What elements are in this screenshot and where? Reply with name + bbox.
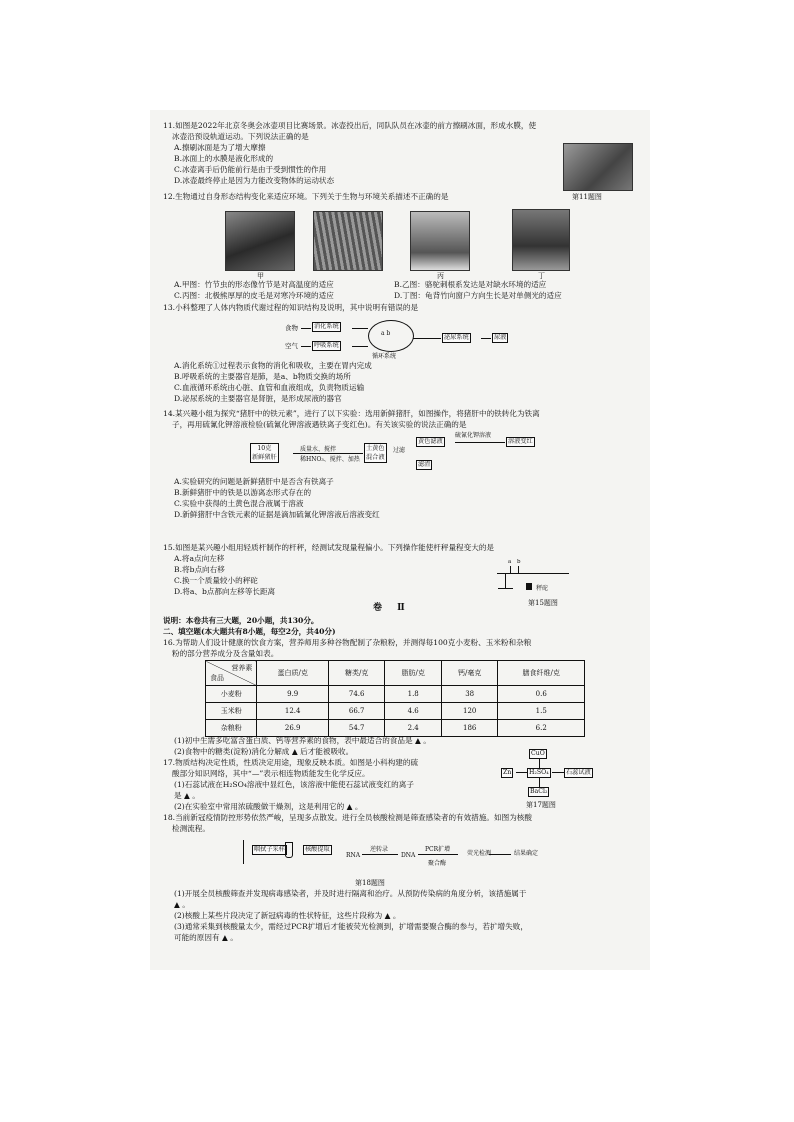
table-cell: 2.4 — [385, 720, 442, 737]
q16-stem-line2: 粉的部分营养成分及含量如表。 — [172, 649, 279, 658]
table-cell: 杂粮粉 — [206, 720, 257, 737]
table-cell: 4.6 — [385, 703, 442, 720]
photo-label-jia: 甲 — [257, 272, 264, 280]
point-b-label: b — [517, 559, 521, 565]
weight-label: 秤砣 — [536, 585, 549, 592]
reagent-label2: 稀HNO₃、搅拌、加热 — [300, 456, 360, 463]
q18-sub3-line2: 可能的原因有 ▲ 。 — [174, 933, 238, 942]
respiratory-system-box: 呼吸系统 — [314, 342, 339, 349]
q14-stem-line1: 14.某兴趣小组为探究“猪肝中的铁元素”，进行了以下实验：选用新鲜猪肝，如图操作，将猪肝中的铁转化为铁离 — [163, 409, 540, 418]
table-row — [206, 703, 585, 720]
q15-stem: 15.如图是某兴趣小组用轻质杆制作的杆秤，经测试发现量程偏小。下列操作能使杆秤量程变大的是 — [163, 543, 495, 552]
mixture-line2: 混合液 — [366, 454, 385, 461]
cycle-inner-label: a b — [381, 330, 391, 337]
urinary-system-box: 泌尿系统 — [444, 334, 469, 341]
arrow-air — [301, 346, 311, 347]
q18-sub3-line1: (3)通常采集到核酸量太少，需经过PCR扩增后才能被荧光检测到，扩增需要聚合酶的参与，若扩增失败， — [174, 922, 528, 931]
q17-sub2: (2)在实验室中常用浓硫酸做干燥剂，这是利用它的 ▲ 。 — [174, 802, 363, 811]
steelyard-hanger-b — [518, 566, 519, 573]
header-carbs: 糖类/克 — [328, 661, 385, 686]
residue-box: 滤渣 — [418, 461, 431, 468]
q11-option-c: C.冰壶离手后仍能前行是由于受到惯性的作用 — [174, 165, 327, 174]
q13-option-a: A.消化系统①过程表示食物的消化和吸收，主要在胃内完成 — [174, 361, 372, 370]
kscn-label: 硫氰化钾溶液 — [455, 432, 492, 439]
q18-figure-caption: 第18题图 — [355, 879, 385, 887]
q12-option-a: A.甲图：竹节虫的形态像竹节是对高温度的适应 — [174, 280, 334, 289]
steelyard-pan — [498, 588, 513, 589]
arrow-rna-dna — [362, 854, 398, 855]
table-cell: 0.6 — [498, 686, 585, 703]
arrow-urinary-urine — [481, 338, 491, 339]
arrow-circulation-urinary — [413, 338, 441, 339]
swab-stick — [243, 840, 244, 864]
q18-sub2: (2)核酸上某些片段决定了新冠病毒的性状特征，这些片段称为 ▲ 。 — [174, 911, 401, 920]
extraction-box: 核酸提取 — [305, 846, 330, 853]
reverse-transcription-label: 逆转录 — [370, 846, 389, 853]
result-label: 结果确定 — [514, 850, 539, 857]
header-protein: 蛋白质/克 — [257, 661, 329, 686]
link-zn-h2so4 — [516, 772, 527, 773]
arrow-food — [301, 328, 311, 329]
link-h2so4-bacl2 — [539, 778, 540, 787]
table-header-row — [206, 661, 585, 686]
table-cell: 186 — [441, 720, 498, 737]
table-cell: 玉米粉 — [206, 703, 257, 720]
q11-option-d: D.冰壶最终停止是因为力能改变物体的运动状态 — [174, 176, 335, 185]
q15-option-a: A.将a点向左移 — [174, 554, 225, 563]
turtle-back-bamboo-photo — [512, 209, 570, 271]
table-cell: 74.6 — [328, 686, 385, 703]
h2so4-box: H₂SO₄ — [529, 769, 549, 776]
table-cell: 120 — [441, 703, 498, 720]
solution-red-box: 溶液变红 — [508, 438, 533, 445]
q12-option-d: D.丁图：龟背竹向窗户方向生长是对单侧光的适应 — [394, 291, 562, 300]
q17-sub1-line2: 是 ▲ 。 — [174, 791, 200, 800]
q18-stem-line2: 检测流程。 — [172, 824, 210, 833]
q13-stem: 13.小科整理了人体内物质代谢过程的知识结构及说明，其中说明有错误的是 — [163, 303, 419, 312]
q12-option-c: C.丙图：北极熊厚厚的皮毛是对寒冷环境的适应 — [174, 291, 334, 300]
point-a-label: a — [508, 559, 512, 565]
rna-label: RNA — [346, 852, 361, 859]
steelyard-hanger-a — [510, 566, 511, 573]
q14-stem-line2: 子，再用硫氰化钾溶液检验(硫氰化钾溶液遇铁离子变红色)。有关该实验的说法正确的是 — [172, 420, 467, 429]
q11-figure-caption: 第11题图 — [572, 193, 602, 201]
filter-label: 过滤 — [393, 447, 406, 454]
q14-option-b: B.新鲜猪肝中的铁是以游离态形式存在的 — [174, 488, 312, 497]
link-h2so4-litmus — [552, 772, 564, 773]
diagram-food-label: 食物 — [285, 324, 298, 332]
diagram-air-label: 空气 — [285, 342, 298, 350]
q18-sub1-line1: (1)开展全员核酸筛查并发现病毒感染者，并及时进行隔离和治疗。从预防传染病的角度分析，该措施属于 — [174, 889, 527, 898]
volume-two-note: 说明：本卷共有三大题，20小题，共130分。 — [163, 616, 319, 625]
photo-label-bing: 丙 — [437, 272, 444, 280]
q14-option-a: A.实验研究的问题是新鲜猪肝中是否含有铁离子 — [174, 477, 334, 486]
q16-stem-line1: 16.为帮助人们设计健康的饮食方案，营养师用多种谷物配制了杂粮粉，并测得每100克小麦粉、玉米粉和杂粮 — [163, 638, 532, 647]
q13-option-d: D.泌尿系统的主要器官是肾脏，是形成尿液的器官 — [174, 394, 342, 403]
filtrate-box: 黄色滤液 — [418, 438, 443, 445]
q17-sub1-line1: (1)石蕊试液在H₂SO₄溶液中显红色，该溶液中能使石蕊试液变红的离子 — [174, 780, 414, 789]
sample-line1: 10克 — [257, 445, 272, 452]
mixture-line1: 土黄色 — [366, 445, 385, 452]
pcr-label: PCR扩增 — [425, 846, 451, 853]
cuo-box: CuO — [531, 750, 545, 757]
urine-box: 尿液 — [494, 334, 507, 341]
circulatory-cycle-shape — [368, 320, 414, 352]
q17-figure-caption: 第17题图 — [526, 801, 556, 809]
q17-stem-line1: 17.物质结构决定性质，性质决定用途，现象反映本质。如图是小科构建的硫 — [163, 758, 419, 767]
table-row — [206, 686, 585, 703]
mixture-box — [364, 443, 387, 463]
camel-thorn-roots-photo — [313, 211, 383, 271]
q18-sub1-line2: ▲ 。 — [174, 900, 190, 909]
nutrition-table — [205, 660, 585, 737]
arrow-respiratory-circulation — [352, 346, 368, 347]
table-row — [206, 720, 585, 737]
steelyard-pan-string — [505, 574, 506, 588]
q11-stem-line1: 11.如图是2022年北京冬奥会冰壶项目比赛场景。冰壶投出后，同队队员在冰壶的前方擦刷冰面，形成水膜，使 — [163, 121, 537, 130]
q17-stem-line2: 酸部分知识网络，其中“—”表示相连物质能发生化学反应。 — [172, 769, 370, 778]
q11-option-b: B.冰面上的水膜是液化形成的 — [174, 154, 274, 163]
table-cell: 38 — [441, 686, 498, 703]
table-cell: 6.2 — [498, 720, 585, 737]
polymerase-label: 聚合酶 — [428, 860, 447, 867]
q12-option-b: B.乙图：骆驼刺根系发达是对缺水环境的适应 — [394, 280, 547, 289]
table-cell: 1.8 — [385, 686, 442, 703]
fluorescence-detection-label: 荧光检测 — [467, 850, 492, 857]
q11-stem-line2: 冰壶沿预设轨道运动。下列说法正确的是 — [172, 132, 309, 141]
q18-stem-line1: 18.当前新冠疫情防控形势依然严峻，呈现多点散发。进行全员核酸检测是筛查感染者的有效措施。如图为核酸 — [163, 813, 532, 822]
table-cell: 12.4 — [257, 703, 329, 720]
liver-sample-box — [250, 443, 279, 463]
q11-option-a: A.擦刷冰面是为了增大摩擦 — [174, 143, 266, 152]
zn-box: Zn — [503, 769, 512, 776]
q16-sub1: (1)初中生需多吃富含蛋白质、钙等营养素的食物，表中最适合的食品是 ▲ 。 — [174, 736, 431, 745]
sample-line2: 新鲜猪肝 — [252, 454, 277, 461]
digestive-system-box: 消化系统 — [314, 323, 339, 330]
swab-sampling-box: 咽拭子采样 — [254, 846, 285, 853]
table-cell: 66.7 — [328, 703, 385, 720]
q12-stem: 12.生物通过自身形态结构变化来适应环境。下列关于生物与环境关系描述不正确的是 — [163, 192, 449, 201]
arrow-digestive-circulation — [352, 328, 368, 329]
dna-label: DNA — [401, 852, 416, 859]
q13-option-c: C.血液循环系统由心脏、血管和血液组成，负责物质运输 — [174, 383, 365, 392]
steelyard-weight — [526, 583, 532, 590]
header-fiber: 膳食纤维/克 — [498, 661, 585, 686]
test-tube-icon — [285, 842, 293, 858]
arrow-to-red — [455, 442, 505, 443]
arrow-to-mixture — [293, 453, 363, 454]
q15-option-c: C.换一个质量较小的秤砣 — [174, 576, 258, 585]
table-cell: 26.9 — [257, 720, 329, 737]
q15-option-d: D.将a、b点都向左移等长距离 — [174, 587, 276, 596]
arrow-detection-result — [489, 854, 511, 855]
q16-sub2: (2)食物中的糖类(淀粉)消化分解成 ▲ 后才能被吸收。 — [174, 747, 354, 756]
polar-bear-photo — [410, 211, 470, 271]
q14-option-d: D.新鲜猪肝中含铁元素的证据是滴加硫氰化钾溶液后溶液变红 — [174, 510, 380, 519]
q14-option-c: C.实验中获得的土黄色混合液属于溶液 — [174, 499, 304, 508]
photo-label-ding: 丁 — [538, 272, 545, 280]
corner-nutrient-label: 营养素 — [231, 664, 253, 672]
q13-option-b: B.呼吸系统的主要器官是肺，是a、b物质交换的场所 — [174, 372, 351, 381]
header-fat: 脂肪/克 — [385, 661, 442, 686]
steelyard-beam — [497, 573, 569, 574]
link-cuo-h2so4 — [539, 759, 540, 768]
volume-two-title: 卷 Ⅱ — [373, 603, 411, 613]
litmus-box: 石蕊试液 — [566, 769, 591, 776]
arrow-dna-detection — [418, 854, 458, 855]
q15-option-b: B.将b点向右移 — [174, 565, 225, 574]
stick-insect-photo — [225, 211, 295, 271]
section-fill-blank: 二、填空题(本大题共有8小题，每空2分，共40分) — [163, 627, 336, 636]
circulatory-system-label: 循环系统 — [372, 353, 397, 360]
table-cell: 小麦粉 — [206, 686, 257, 703]
curling-photo — [563, 143, 633, 191]
header-corner-cell — [206, 661, 257, 686]
table-cell: 9.9 — [257, 686, 329, 703]
bacl2-box: BaCl₂ — [530, 788, 548, 795]
table-cell: 54.7 — [328, 720, 385, 737]
reagent-label1: 质量水、搅拌 — [300, 446, 337, 453]
header-calcium: 钙/毫克 — [441, 661, 498, 686]
table-cell: 1.5 — [498, 703, 585, 720]
corner-food-label: 食品 — [210, 674, 224, 682]
q15-figure-caption: 第15题图 — [528, 599, 558, 607]
